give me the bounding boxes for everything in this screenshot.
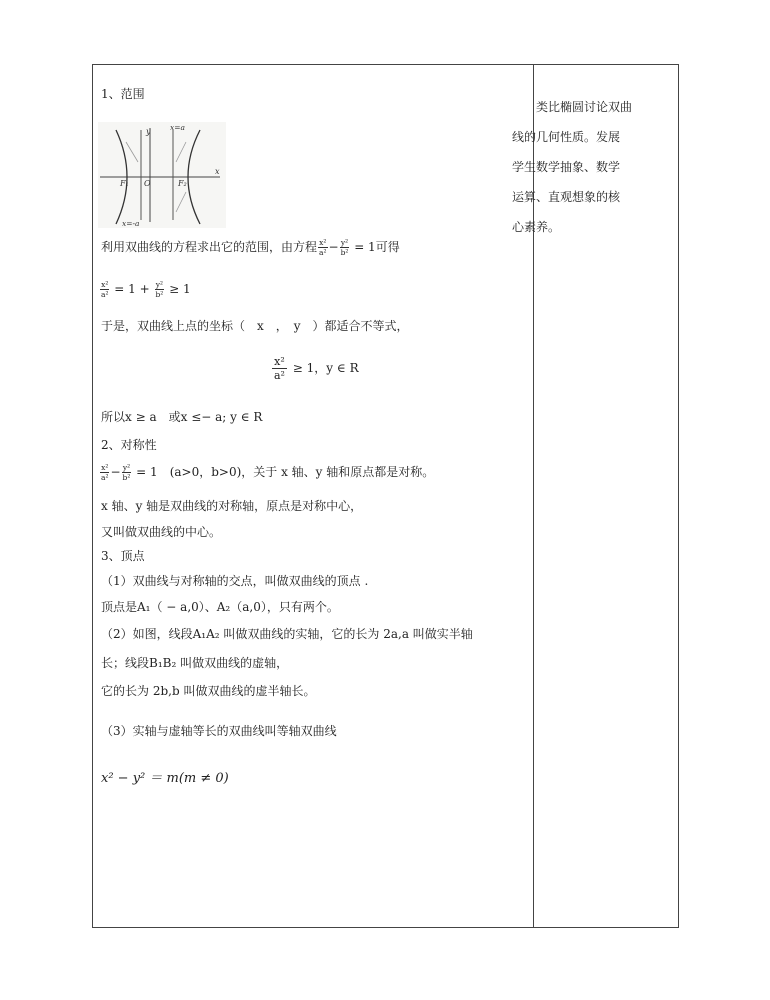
axes-line: x 轴、y 轴是双曲线的对称轴，原点是对称中心， <box>101 499 363 513</box>
vertex-line-2: 顶点是A₁（ − a,0）、A₂（a,0），只有两个。 <box>101 600 339 614</box>
note-line-1: 类比椭圆讨论双曲 <box>536 100 633 114</box>
eq1-x2: x² <box>319 238 327 247</box>
eq1-frac-y <box>340 238 350 257</box>
eq4-a2: a² <box>101 473 109 482</box>
eq2-x2: x² <box>101 280 109 289</box>
eq2-a2: a² <box>101 290 109 299</box>
eq3-frac <box>272 355 287 382</box>
section-3-title: 3、顶点 <box>101 549 145 563</box>
center-line: 又叫做双曲线的中心。 <box>101 525 222 539</box>
eq4-b2: b² <box>122 473 131 482</box>
eq4-y2: y² <box>122 463 131 472</box>
graph-label-y: y <box>146 127 151 136</box>
coords-line: 于是，双曲线上点的坐标（ x ， y ）都适合不等式， <box>101 319 409 333</box>
eq4-frac-y <box>122 463 132 482</box>
eq3-den: a² <box>274 369 285 382</box>
graph-label-x: x <box>215 167 220 176</box>
right-notes <box>512 92 652 242</box>
symmetry-rest: (a>0，b>0)，关于 x 轴、y 轴和原点都是对称。 <box>157 465 435 479</box>
graph-background <box>98 122 226 228</box>
eq2-frac-x <box>100 280 109 299</box>
graph-label-f1: F₁ <box>120 179 129 188</box>
eq2-y2: y² <box>155 280 164 289</box>
eq2-rhs: ≥ 1 <box>165 282 191 296</box>
result-line: 所以x ≥ a 或x ≤− a; y ∈ R <box>101 410 263 424</box>
eq3-num: x² <box>272 355 287 369</box>
eq2-b2: b² <box>155 290 164 299</box>
vertex-line-5: 它的长为 2b,b 叫做双曲线的虚半轴长。 <box>101 684 316 698</box>
inequality-line <box>99 280 191 299</box>
vertex-line-4: 长；线段B₁B₂ 叫做双曲线的虚轴， <box>101 656 289 670</box>
vertex-line-1: （1）双曲线与对称轴的交点，叫做双曲线的顶点 . <box>101 574 369 588</box>
eq3-rhs: ≥ 1，y ∈ R <box>288 361 359 375</box>
vertex-line-6: （3）实轴与虚轴等长的双曲线叫等轴双曲线 <box>101 724 337 738</box>
eq2-frac-y <box>155 280 165 299</box>
graph-label-f2: F₂ <box>178 179 187 188</box>
eq4-frac-x <box>100 463 109 482</box>
graph-label-top: x=a <box>170 123 185 132</box>
symmetry-line: $\frac{\text{x²}}{\text{a²}}$ − $\frac{\text{y²}}{\text{b²}}$ = 1 (a>0，b>0)，关于 x 轴、y 轴和原点都是对称。 <box>101 463 435 482</box>
graph-label-bottom: x=-a <box>122 219 140 228</box>
note-line-3: 学生数学抽象、数学 <box>512 160 621 174</box>
eq1-y2: y² <box>340 238 349 247</box>
graph-label-o: O <box>144 179 151 188</box>
section-2-title: 2、对称性 <box>101 438 157 452</box>
note-line-4: 运算、直观想象的核 <box>512 190 621 204</box>
centered-inequality <box>272 355 359 382</box>
eq1-frac-x <box>318 238 327 257</box>
eq1-b2: b² <box>340 248 349 257</box>
eq4-x2: x² <box>101 463 109 472</box>
note-line-2: 线的几何性质。发展 <box>512 130 621 144</box>
range-prefix: 利用双曲线的方程求出它的范围，由方程 <box>101 240 318 254</box>
equilateral-formula: x² − y² ＝ m(m ≠ 0) <box>101 771 229 786</box>
eq2-mid: = 1 + <box>110 282 154 296</box>
eq4-rhs: = 1 <box>132 465 158 479</box>
vertex-line-3: （2）如图，线段A₁A₂ 叫做双曲线的实轴，它的长为 2a,a 叫做实半轴 <box>101 627 473 641</box>
eq1-a2: a² <box>319 248 327 257</box>
range-line: 利用双曲线的方程求出它的范围，由方程 $\frac{\text{x²}}{\text{a²}}$ − $\frac{\text{y²}}{\text{b²}}$ = 1可得 <box>101 238 400 257</box>
eq1-rhs: = 1可得 <box>350 240 400 254</box>
hyperbola-graph <box>98 122 226 228</box>
section-1-title: 1、范围 <box>101 87 145 101</box>
note-line-5: 心素养。 <box>512 220 561 234</box>
